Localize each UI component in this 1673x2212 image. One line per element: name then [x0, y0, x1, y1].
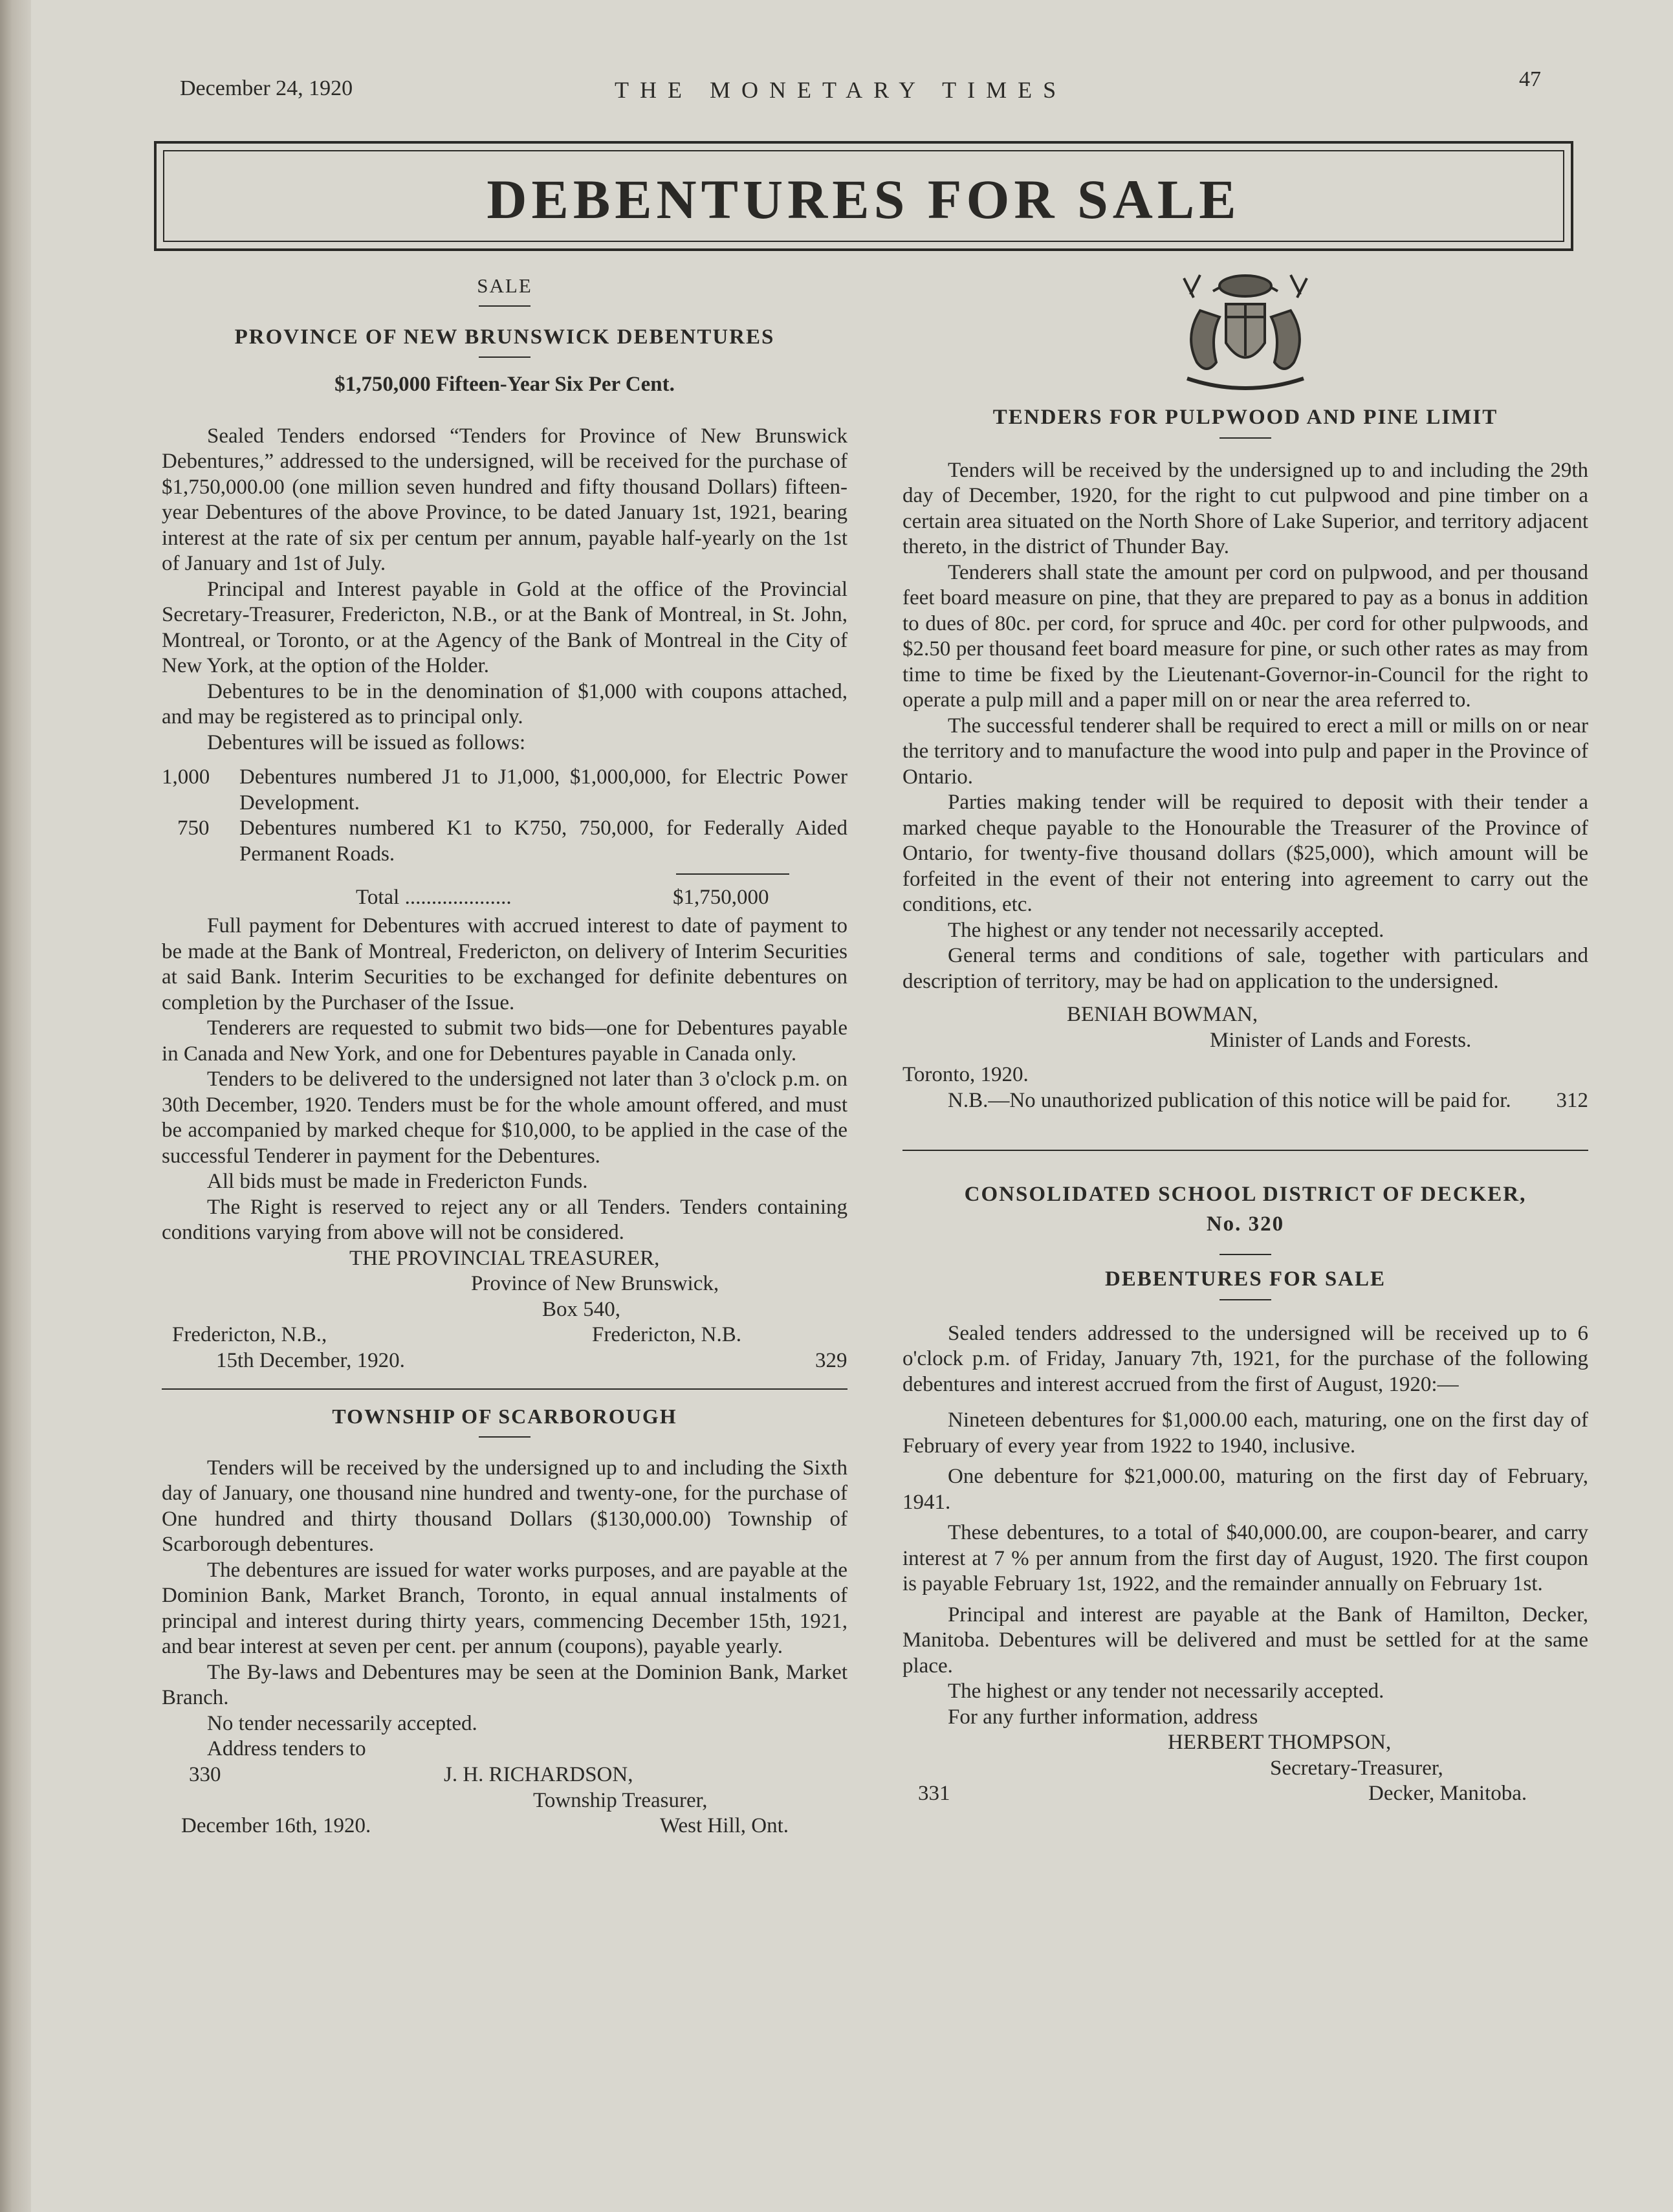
- notice-title: TENDERS FOR PULPWOOD AND PINE LIMIT: [992, 406, 1498, 429]
- nb-note: [902, 1088, 1588, 1114]
- paragraph: Sealed tenders addressed to the undersigned will be received up to 6 o'clock p.m. of Friday, January 7th, 1921, for the purchase of the following debentures and interest accrued from the first of August, 1920:—: [902, 1321, 1588, 1396]
- section-divider: [902, 1150, 1588, 1151]
- paragraph: Full payment for Debentures with accrued interest to date of payment to be made at the Bank of Montreal, Fredericton, on delivery of Interim Securities at said Bank. Interim Securities to be exchanged for definite debentures on completion by the Purchaser of the Issue.: [162, 914, 847, 1014]
- debenture-row: [162, 816, 847, 867]
- issue-date: December 24, 1920: [180, 76, 353, 100]
- address-line: [902, 1781, 1588, 1807]
- sum-rule: [676, 873, 789, 875]
- notice-date: December 16th, 1920.: [181, 1814, 371, 1837]
- paragraph: Nineteen debentures for $1,000.00 each, maturing, one on the first day of February of every year from 1922 to 1940, inclusive.: [902, 1408, 1588, 1458]
- debenture-desc: Debentures numbered K1 to K750, 750,000, for Federally Aided Permanent Roads.: [239, 816, 847, 866]
- divider: [479, 356, 530, 358]
- section-divider: [162, 1388, 847, 1390]
- divider: [1219, 437, 1271, 439]
- paragraph: The successful tenderer shall be required to erect a mill or mills on or near the territory and to manufacture the wood into pulp and paper in the Province of Ontario.: [902, 714, 1588, 789]
- total-line: [162, 885, 847, 914]
- signatory: THE PROVINCIAL TREASURER,: [349, 1246, 660, 1270]
- paragraph: Principal and interest are payable at the Bank of Hamilton, Decker, Manitoba. Debentures will be delivered and must be settled for at the same place.: [902, 1603, 1588, 1678]
- paragraph: These debentures, to a total of $40,000.00, are coupon-bearer, and carry interest at 7 % per annum from the first day of August, 1920. The first coupon is payable February 1st, 1922, and the remainder annually on February 1st.: [902, 1521, 1588, 1595]
- notice-date: 15th December, 1920.: [216, 1349, 405, 1372]
- paragraph: The Right is reserved to reject any or all Tenders. Tenders containing conditions varying from above will not be considered.: [162, 1195, 847, 1244]
- pulpwood-notice: [902, 405, 1588, 1113]
- paragraph: General terms and conditions of sale, together with particulars and description of territory, may be had on application to the undersigned.: [902, 944, 1588, 993]
- signatory-line: [162, 1762, 847, 1788]
- masthead: THE MONETARY TIMES: [615, 77, 1067, 103]
- debenture-desc: Debentures numbered J1 to J1,000, $1,000,000, for Electric Power Development.: [239, 765, 847, 815]
- paragraph: Debentures will be issued as follows:: [207, 730, 526, 754]
- notice-subtitle: DEBENTURES FOR SALE: [1104, 1267, 1386, 1291]
- paragraph: Parties making tender will be required to deposit with their tender a marked cheque payable to the Honourable the Treasurer of the Province of Ontario, for twenty-five thousand dollars ($25,000), which amount will be forfeited in the event of their not entering into agreement to carry out the conditions, etc.: [902, 791, 1588, 916]
- book-spine: [0, 0, 31, 2212]
- date-line: [162, 1813, 847, 1839]
- paragraph: Tenderers are requested to submit two bids—one for Debentures payable in Canada and New York, and one for Debentures payable in Canada only.: [162, 1016, 847, 1066]
- signatory-address: Box 540,: [542, 1297, 621, 1321]
- paragraph: All bids must be made in Fredericton Funds.: [207, 1170, 588, 1193]
- paragraph: The highest or any tender not necessarily accepted.: [948, 1680, 1384, 1703]
- paragraph: Address tenders to: [207, 1737, 366, 1760]
- divider: [1219, 1299, 1271, 1300]
- section-banner: [154, 141, 1573, 251]
- notice-ref: 329: [815, 1349, 847, 1372]
- date-line: [162, 1348, 847, 1374]
- signatory: BENIAH BOWMAN,: [1067, 1003, 1258, 1026]
- notice-title: PROVINCE OF NEW BRUNSWICK DEBENTURES: [234, 325, 775, 349]
- notice-subtitle: $1,750,000 Fifteen-Year Six Per Cent.: [334, 373, 675, 396]
- paragraph: Tenders will be received by the undersigned up to and including the Sixth day of January, one thousand nine hundred and twenty-one, for the purchase of One hundred and thirty thousand Dollars ($130,000.00) Township of Scarborough debentures.: [162, 1456, 847, 1556]
- divider: [1219, 1254, 1271, 1255]
- signatory-address: Decker, Manitoba.: [1368, 1782, 1527, 1805]
- notice-title: TOWNSHIP OF SCARBOROUGH: [332, 1405, 677, 1428]
- paragraph: Debentures to be in the denomination of $1,000 with coupons attached, and may be registered as to principal only.: [162, 679, 847, 728]
- signatory: HERBERT THOMPSON,: [1168, 1731, 1392, 1754]
- debenture-row: [162, 765, 847, 816]
- place-line: [162, 1322, 847, 1348]
- paragraph: No tender necessarily accepted.: [207, 1711, 477, 1735]
- total-amount: $1,750,000: [673, 886, 769, 909]
- paragraph: Tenders to be delivered to the undersigned not later than 3 o'clock p.m. on 30th December, 1920. Tenders must be for the whole amount offered, and must be accompanied by marked cheque for $10,000, to be applied in the case of the successful Tenderer in payment for the Debentures.: [162, 1068, 847, 1168]
- signatory: J. H. RICHARDSON,: [444, 1762, 633, 1786]
- notice-title: CONSOLIDATED SCHOOL DISTRICT OF DECKER,: [964, 1183, 1527, 1206]
- signatory-title: Province of New Brunswick,: [471, 1272, 719, 1295]
- right-column: [902, 265, 1588, 1807]
- new-brunswick-notice: [162, 273, 847, 1374]
- paragraph: One debenture for $21,000.00, maturing on the first day of February, 1941.: [902, 1465, 1588, 1514]
- total-label: Total ....................: [356, 886, 512, 909]
- ontario-coat-of-arms-icon: [1155, 265, 1336, 401]
- paragraph: Tenderers shall state the amount per cord on pulpwood, and per thousand feet board measure on pine, that they are prepared to pay as a bonus in addition to dues of 80c. per cord, for spruce and 40c. per cord for other pulpwoods, and $2.50 per thousand feet board measure for pine, or such other rates as may from time to time be fixed by the Lieutenant-Governor-in-Council for the right to operate a pulp mill and a paper mill on or near the area referred to.: [902, 560, 1588, 712]
- sale-heading: SALE: [477, 274, 532, 297]
- paragraph: The highest or any tender not necessarily accepted.: [948, 918, 1384, 942]
- decker-notice: [902, 1182, 1588, 1807]
- notice-ref: 312: [1556, 1088, 1588, 1112]
- paragraph: Tenders will be received by the undersigned up to and including the 29th day of December, 1920, for the right to cut pulpwood and pine timber on a certain area situated on the North Shore of Lake Superior, and territory adjacent thereto, in the district of Thunder Bay.: [902, 458, 1588, 558]
- district-number: No. 320: [1206, 1212, 1285, 1236]
- place-left: Fredericton, N.B.,: [172, 1323, 327, 1346]
- divider: [479, 1436, 530, 1438]
- notice-place: West Hill, Ont.: [660, 1814, 789, 1837]
- left-column: [162, 272, 847, 1839]
- signatory-title: Secretary-Treasurer,: [1270, 1756, 1443, 1780]
- page-number: 47: [1519, 67, 1541, 91]
- paragraph: The By-laws and Debentures may be seen at the Dominion Bank, Market Branch.: [162, 1660, 847, 1709]
- banner-title: DEBENTURES FOR SALE: [487, 168, 1241, 230]
- notice-ref: 330: [189, 1762, 221, 1786]
- debenture-count: 1,000: [162, 765, 210, 789]
- place-line: Toronto, 1920.: [902, 1063, 1029, 1086]
- debenture-count: 750: [177, 816, 210, 840]
- scarborough-notice: [162, 1404, 847, 1839]
- place-right: Fredericton, N.B.: [592, 1323, 741, 1346]
- paragraph: Sealed Tenders endorsed “Tenders for Province of New Brunswick Debentures,” addressed to the undersigned, will be received for the purchase of $1,750,000.00 (one million seven hundred and fifty thousand Dollars) fifteen-year Debentures of the above Province, to be dated January 1st, 1921, bearing interest at the rate of six per centum per annum, payable half-yearly on the 1st of January and 1st of July.: [162, 424, 847, 575]
- paragraph: For any further information, address: [948, 1705, 1258, 1729]
- paragraph: The debentures are issued for water works purposes, and are payable at the Dominion Bank, Market Branch, Toronto, in equal annual instalments of principal and interest during thirty years, commencing December 15th, 1921, and bear interest at seven per cent. per annum (coupons), payable yearly.: [162, 1558, 847, 1658]
- signatory-title: Minister of Lands and Forests.: [1210, 1028, 1472, 1052]
- paragraph: Principal and Interest payable in Gold at the office of the Provincial Secretary-Treasurer, Fredericton, N.B., or at the Bank of Montreal, in St. John, Montreal, or Toronto, or at the Agency of the Bank of Montreal in the City of New York, at the option of the Holder.: [162, 577, 847, 677]
- paragraph: N.B.—No unauthorized publication of this notice will be paid for.: [948, 1088, 1511, 1112]
- notice-ref: 331: [918, 1782, 950, 1805]
- divider: [479, 305, 530, 307]
- signatory-title: Township Treasurer,: [533, 1788, 708, 1812]
